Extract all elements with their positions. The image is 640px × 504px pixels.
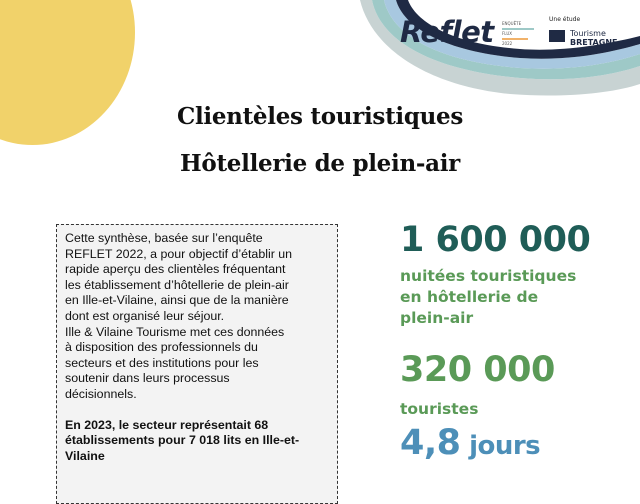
tourisme-bretagne-logo-icon: [549, 30, 565, 42]
stat-label-nights: nuitées touristiques en hôtellerie de plein-air: [400, 267, 577, 327]
partner-intro: Une étude: [549, 16, 581, 23]
intro-line: Ille & Vilaine Tourisme met ces données: [65, 324, 285, 339]
intro-highlight-line: Vilaine: [65, 448, 105, 463]
intro-line: rapide aperçu des clientèles fréquentant: [65, 262, 286, 277]
logo-bar: [502, 38, 528, 40]
intro-line: les établissement d’hôtellerie de plein-air: [65, 277, 289, 292]
intro-line: dont est organisé leur séjour.: [65, 308, 225, 323]
stat-value-days: 4,8 jours: [400, 423, 541, 463]
reflet-logo-subtitle: ENQUÊTE FLUX 2022: [502, 20, 542, 47]
intro-highlight-line: établissements pour 7 018 lits en Ille-et-: [65, 433, 300, 448]
page-title: Clientèles touristiques: [176, 103, 464, 130]
header-brand: [400, 14, 640, 54]
intro-line: décisionnels.: [65, 386, 137, 401]
reflet-logo: Reflet: [400, 15, 494, 49]
intro-box: [56, 224, 338, 504]
intro-highlight-line: En 2023, le secteur représentait 68: [65, 417, 269, 432]
partner-name: Tourisme BRETAGNE: [570, 29, 618, 47]
stat-value-tourists: 320 000: [400, 350, 555, 390]
intro-line: REFLET 2022, a pour objectif d’établir un: [65, 246, 293, 261]
page-subtitle: Hôtellerie de plein-air: [180, 150, 460, 177]
intro-line: soutenir dans leurs processus: [65, 371, 230, 386]
intro-line: à disposition des professionnels du: [65, 340, 258, 355]
logo-bar: [502, 28, 534, 30]
stat-label-tourists: touristes: [400, 400, 479, 418]
stat-value-nights: 1 600 000: [400, 220, 591, 260]
intro-line: en Ille-et-Vilaine, ainsi que de la manière: [65, 293, 289, 308]
intro-line: Cette synthèse, basée sur l’enquête: [65, 231, 263, 245]
intro-line: secteurs et des institutions pour les: [65, 355, 259, 370]
